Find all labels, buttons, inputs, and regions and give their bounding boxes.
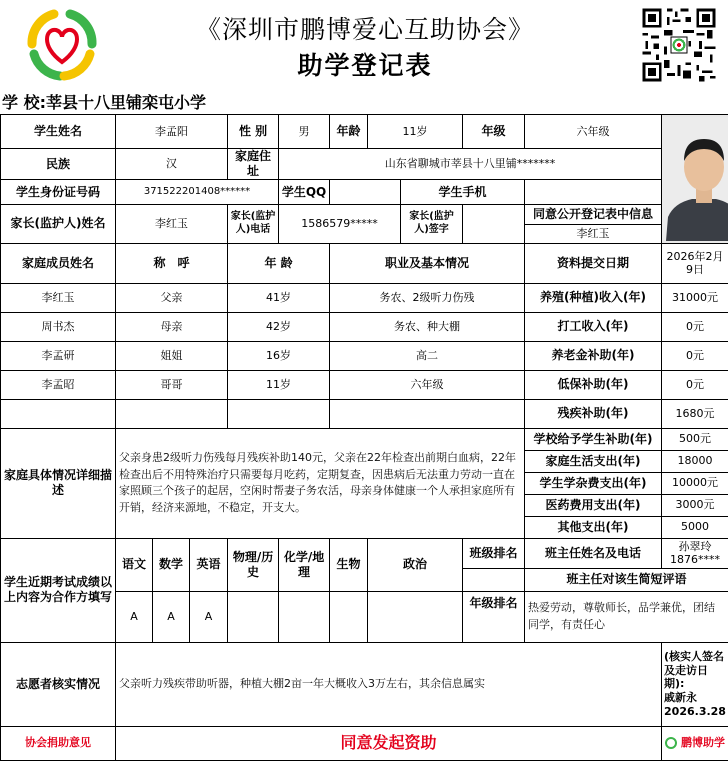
class-rank-value	[463, 568, 525, 591]
class-rank-label: 班级排名	[463, 538, 525, 568]
guardian-name-label: 家长(监护人)姓名	[1, 205, 116, 244]
member-occupation: 务农、种大棚	[330, 312, 525, 341]
gender-label: 性 别	[228, 115, 279, 149]
subject-header: 英语	[190, 538, 228, 591]
finance-label: 学校给予学生补助(年)	[525, 428, 662, 450]
registration-form-table	[0, 114, 728, 761]
ethnicity-value: 汉	[116, 149, 228, 180]
guardian-name-value: 李红玉	[116, 205, 228, 244]
score-value	[368, 591, 463, 642]
phone-label: 学生手机	[401, 180, 525, 205]
finance-label: 其他支出(年)	[525, 516, 662, 538]
family-detail-label: 家庭具体情况详细描述	[1, 428, 116, 538]
finance-value: 1680元	[662, 399, 728, 428]
volunteer-label: 志愿者核实情况	[1, 642, 116, 726]
member-occupation: 务农、2级听力伤残	[330, 283, 525, 312]
member-name: 李红玉	[1, 283, 116, 312]
member-name: 李孟昭	[1, 370, 116, 399]
member-age-header: 年 龄	[228, 243, 330, 283]
member-relation	[116, 399, 228, 428]
finance-value: 3000元	[662, 494, 728, 516]
teacher-comment: 热爱劳动，尊敬师长，品学兼优，团结同学，有责任心	[525, 591, 728, 642]
opinion-label: 协会捐助意见	[1, 726, 116, 760]
qq-value	[330, 180, 401, 205]
gender-value: 男	[279, 115, 330, 149]
consent-cell	[525, 205, 662, 244]
score-value: A	[153, 591, 190, 642]
occupation-header: 职业及基本情况	[330, 243, 525, 283]
finance-label: 医药费用支出(年)	[525, 494, 662, 516]
finance-value: 0元	[662, 341, 728, 370]
subject-header: 生物	[330, 538, 368, 591]
guardian-phone-value: 1586579*****	[279, 205, 401, 244]
score-value: A	[190, 591, 228, 642]
subject-header: 政治	[368, 538, 463, 591]
student-photo	[662, 115, 728, 244]
finance-value: 0元	[662, 312, 728, 341]
subject-header: 数学	[153, 538, 190, 591]
verifier-cell	[662, 642, 728, 726]
score-value	[330, 591, 368, 642]
mini-logo-icon	[665, 737, 677, 749]
grade-label: 年级	[463, 115, 525, 149]
address-value: 山东省聊城市莘县十八里铺*******	[279, 149, 662, 180]
finance-label: 学生学杂费支出(年)	[525, 472, 662, 494]
association-logo-icon	[20, 6, 104, 82]
finance-value: 18000	[662, 450, 728, 472]
student-photo-icon	[662, 117, 728, 241]
verifier-label: (核实人签名及走访日期):	[664, 649, 725, 691]
member-relation: 姐姐	[116, 341, 228, 370]
member-relation: 母亲	[116, 312, 228, 341]
id-number-value: 371522201408******	[116, 180, 279, 205]
grade-value: 六年级	[525, 115, 662, 149]
finance-label: 养老金补助(年)	[525, 341, 662, 370]
age-value: 11岁	[368, 115, 463, 149]
member-age: 42岁	[228, 312, 330, 341]
address-label: 家庭住址	[228, 149, 279, 180]
consent-sign: 李红玉	[576, 227, 610, 240]
grade-rank-label: 年级排名	[463, 591, 525, 642]
score-value: A	[116, 591, 153, 642]
member-name: 李孟研	[1, 341, 116, 370]
logo-text: 鹏博助学	[680, 736, 725, 750]
family-description: 父亲身患2级听力伤残每月残疾补助140元，父亲在22年检查出前期白血病，22年检查出后不用特殊治疗只需要每月吃药，定期复查，因患病后无法重力劳动一直在家照顾三个孩子的起居，空闲时帮妻子务农活，母亲身体健康一个人承担家庭所有开销，经济来源地，不稳定，开支大。	[116, 428, 525, 538]
form-title: 助学登记表	[297, 51, 433, 80]
member-name	[1, 399, 116, 428]
volunteer-note: 父亲听力残疾带助听器，种植大棚2亩一年大概收入3万左右，其余信息属实	[116, 642, 662, 726]
member-name-header: 家庭成员姓名	[1, 243, 116, 283]
finance-label: 低保补助(年)	[525, 370, 662, 399]
member-age: 41岁	[228, 283, 330, 312]
teacher-value: 孙翠玲1876****	[662, 538, 728, 568]
member-relation: 父亲	[116, 283, 228, 312]
opinion-value: 同意发起资助	[116, 726, 662, 760]
subject-header: 化学/地理	[279, 538, 330, 591]
teacher-label: 班主任姓名及电话	[525, 538, 662, 568]
submit-date-label: 资料提交日期	[525, 243, 662, 283]
teacher-comment-label: 班主任对该生简短评语	[525, 568, 728, 591]
member-age	[228, 399, 330, 428]
logo-text-cell	[662, 726, 728, 760]
member-occupation: 高二	[330, 341, 525, 370]
exam-label: 学生近期考试成绩以上内容为合作方填写	[1, 538, 116, 642]
consent-label: 同意公开登记表中信息	[525, 205, 661, 225]
phone-value	[525, 180, 662, 205]
age-label: 年龄	[330, 115, 368, 149]
member-name: 周书杰	[1, 312, 116, 341]
subject-header: 物理/历史	[228, 538, 279, 591]
member-age: 16岁	[228, 341, 330, 370]
student-name-value: 李孟阳	[116, 115, 228, 149]
submit-date-value: 2026年2月9日	[662, 243, 728, 283]
finance-value: 0元	[662, 370, 728, 399]
member-occupation: 六年级	[330, 370, 525, 399]
subject-header: 语文	[116, 538, 153, 591]
member-relation: 哥哥	[116, 370, 228, 399]
finance-value: 5000	[662, 516, 728, 538]
score-value	[228, 591, 279, 642]
member-occupation	[330, 399, 525, 428]
guardian-sign-label: 家长(监护人)签字	[401, 205, 463, 244]
verifier-name: 戚新永	[664, 691, 698, 705]
finance-label: 打工收入(年)	[525, 312, 662, 341]
guardian-phone-label: 家长(监护人)电话	[228, 205, 279, 244]
finance-label: 家庭生活支出(年)	[525, 450, 662, 472]
school-name: 学 校:莘县十八里铺栾屯小学	[2, 93, 206, 112]
id-number-label: 学生身份证号码	[1, 180, 116, 205]
finance-label: 残疾补助(年)	[525, 399, 662, 428]
finance-value: 500元	[662, 428, 728, 450]
student-name-label: 学生姓名	[1, 115, 116, 149]
qr-code-icon	[640, 6, 718, 84]
association-title: 《深圳市鹏博爱心互助协会》	[195, 15, 534, 44]
finance-label: 养殖(种植)收入(年)	[525, 283, 662, 312]
header	[0, 0, 728, 88]
ethnicity-label: 民族	[1, 149, 116, 180]
verify-date: 2026.3.28	[664, 704, 726, 718]
relation-header: 称 呼	[116, 243, 228, 283]
guardian-sign-value	[463, 205, 525, 244]
finance-value: 10000元	[662, 472, 728, 494]
score-value	[279, 591, 330, 642]
qq-label: 学生QQ	[279, 180, 330, 205]
finance-value: 31000元	[662, 283, 728, 312]
member-age: 11岁	[228, 370, 330, 399]
